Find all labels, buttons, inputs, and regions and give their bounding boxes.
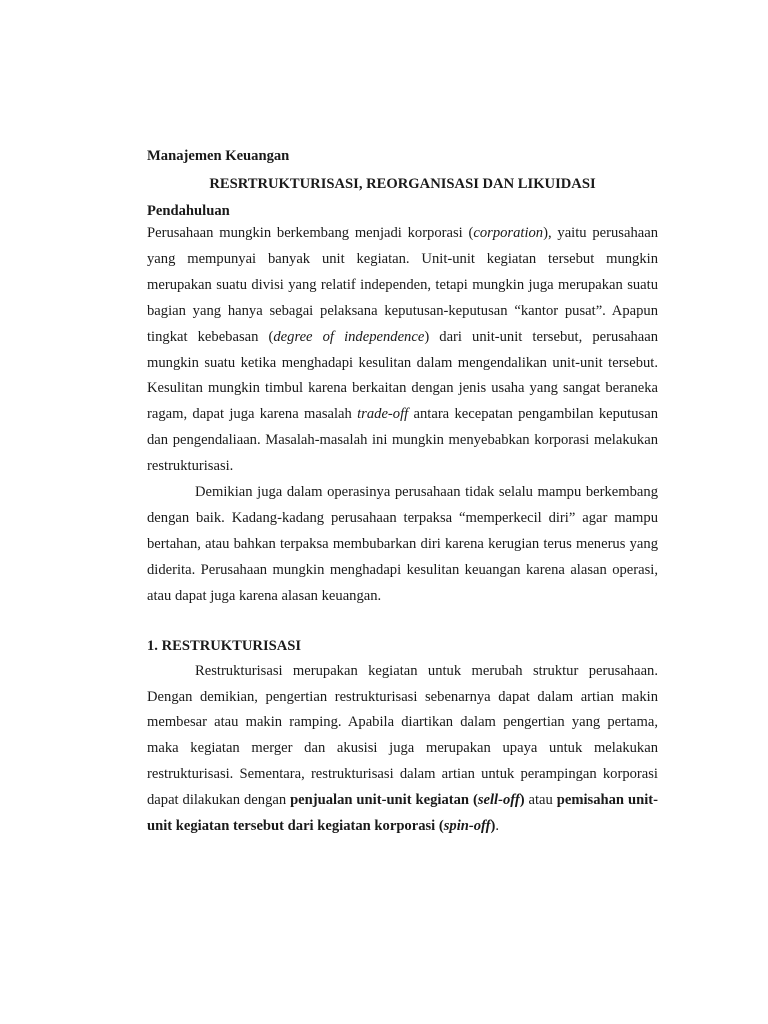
text-run: ) dari unit-unit tersebut, perusahaan mungkin suatu ketika menghadapi kesulitan dalam mengendalikan unit-unit tersebut. Kesulitan mungkin timbul karena berkaitan dengan jenis usaha yang sangat beraneka ragam, dapat juga karena masalah [147,328,658,423]
italic-term: spin-off [443,818,491,835]
intro-paragraph-1 [147,221,658,480]
text-run: atau [524,792,557,809]
italic-term: degree of independence [273,328,425,345]
document-page [147,140,658,840]
text-run: antara kecepatan pengambilan keputusan dan pengendaliaan. Masalah-masalah ini mungkin menyebabkan korporasi melakukan restrukturisasi. [147,406,658,475]
text-run: ) [519,792,525,809]
text-run: pemisahan unit-unit kegiatan tersebut dari kegiatan korporasi ( [147,792,658,835]
course-title: Manajemen Keuangan [147,148,290,164]
intro-paragraph-2: Demikian juga dalam operasinya perusahaan tidak selalu mampu berkembang dengan baik. Kadang-kadang perusahaan terpaksa “memperkecil diri” agar mampu bertahan, atau bahkan terpaksa membubarkan diri karena kerugian terus menerus yang diderita. Perusahaan mungkin menghadapi kesulitan keuangan karena alasan operasi, atau dapat juga karena alasan keuangan. [147,484,658,604]
italic-term: corporation [473,225,544,241]
section-spacer [147,610,658,633]
document-title: RESRTRUKTURISASI, REORGANISASI DAN LIKUIDASI [209,176,596,192]
bold-phrase [290,792,525,808]
text-run: Perusahaan mungkin berkembang menjadi korporasi ( [147,225,474,241]
italic-term: sell-off [477,792,520,809]
italic-term: trade-off [357,406,409,423]
section-1-heading: 1. RESTRUKTURISASI [147,637,302,654]
section-1-paragraph [147,659,658,840]
text-run: Restrukturisasi merupakan kegiatan untuk merubah struktur perusahaan. Dengan demikian, pengertian restrukturisasi sebenarnya dapat dalam artian makin membesar atau makin ramping. Apabila diartikan dalam pengertian yang pertama, maka kegiatan merger dan akusisi juga merupakan upaya untuk melakukan restrukturisasi. Sementara, restrukturisasi dalam artian untuk perampingan korporasi dapat dilakukan dengan [147,662,658,809]
text-run: ) [490,818,496,835]
text-run: ), yaitu perusahaan yang mempunyai banyak unit kegiatan. Unit-unit kegiatan tersebut mungkin merupakan suatu divisi yang relatif independen, tetapi mungkin juga merupakan suatu bagian yang hanya sebagai pelaksana keputusan-keputusan “kantor pusat”. Apapun tingkat kebebasan ( [147,225,658,345]
text-run: . [495,818,500,835]
text-run: penjualan unit-unit kegiatan ( [290,792,478,809]
intro-heading: Pendahuluan [147,203,230,219]
